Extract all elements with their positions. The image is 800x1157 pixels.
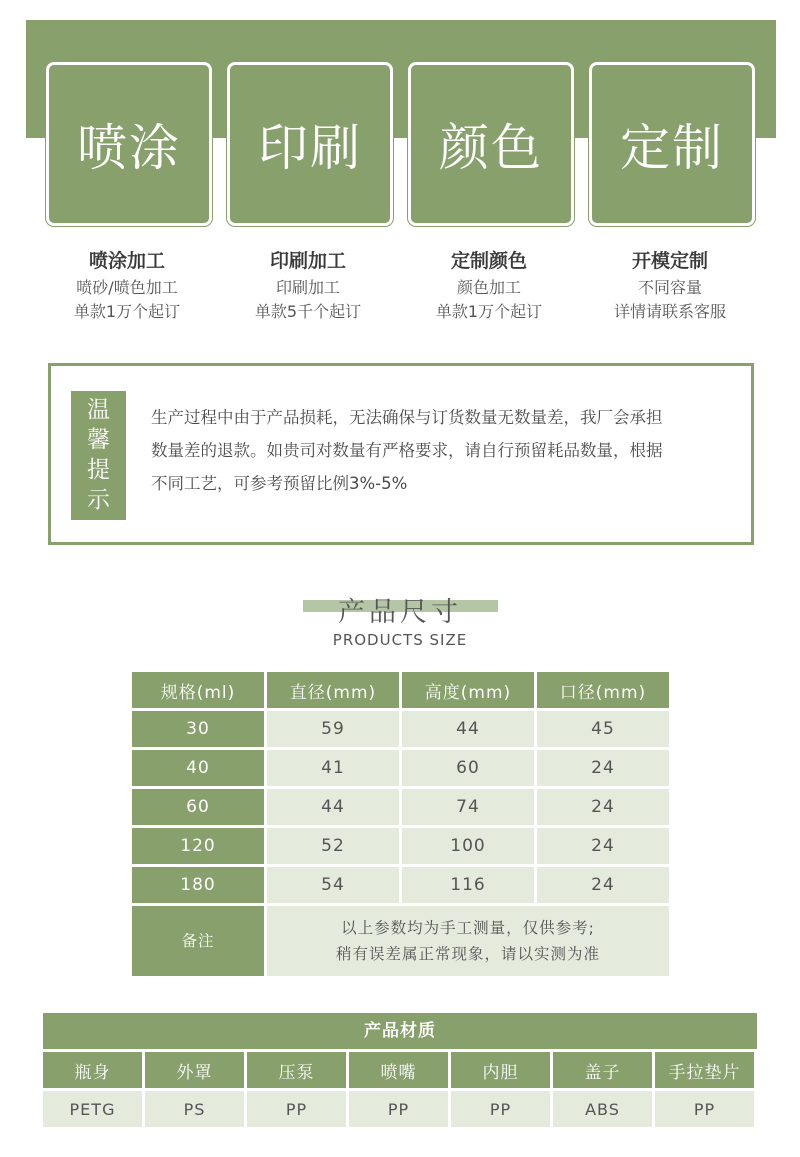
table-row bbox=[132, 828, 669, 864]
table-header-row bbox=[43, 1052, 754, 1088]
table-cell: 180 bbox=[132, 867, 264, 903]
table-cell: 44 bbox=[402, 711, 534, 747]
table-header: 压泵 bbox=[247, 1052, 346, 1088]
notice-tag-char: 提 bbox=[87, 457, 110, 483]
service-line: 喷砂/喷色加工 bbox=[76, 278, 178, 297]
section-title: 产品尺寸 bbox=[338, 597, 462, 628]
card-label: 印刷 bbox=[258, 119, 362, 177]
service-line: 单款1万个起订 bbox=[435, 302, 543, 321]
notice-tag-char: 馨 bbox=[87, 427, 110, 453]
table-cell: 59 bbox=[267, 711, 399, 747]
table-row bbox=[43, 1091, 754, 1127]
table-row bbox=[132, 789, 669, 825]
table-row bbox=[132, 867, 669, 903]
card-label: 定制 bbox=[620, 119, 724, 177]
table-cell: 24 bbox=[537, 867, 669, 903]
table-cell: PP bbox=[247, 1091, 346, 1127]
card-label: 颜色 bbox=[439, 119, 543, 177]
notice-line: 生产过程中由于产品损耗，无法确保与订货数量无数量差，我厂会承担 bbox=[151, 408, 663, 427]
table-cell: 44 bbox=[267, 789, 399, 825]
table-header: 手拉垫片 bbox=[655, 1052, 754, 1088]
materials-title: 产品材质 bbox=[43, 1013, 757, 1049]
table-cell: 41 bbox=[267, 750, 399, 786]
table-cell: 74 bbox=[402, 789, 534, 825]
service-line: 单款5千个起订 bbox=[254, 302, 362, 321]
table-row bbox=[132, 750, 669, 786]
note-label: 备注 bbox=[132, 906, 264, 976]
notice-line: 数量差的退款。如贵司对数量有严格要求，请自行预留耗品数量，根据 bbox=[151, 441, 663, 460]
service-list bbox=[36, 246, 766, 336]
table-cell: 24 bbox=[537, 828, 669, 864]
service-line: 颜色加工 bbox=[456, 278, 521, 297]
service-line: 详情请联系客服 bbox=[613, 302, 726, 321]
card-label: 喷涂 bbox=[77, 119, 181, 177]
table-cell: PETG bbox=[43, 1091, 142, 1127]
card-color bbox=[408, 62, 574, 226]
table-cell: PP bbox=[655, 1091, 754, 1127]
service-spray bbox=[36, 246, 218, 324]
table-header: 喷嘴 bbox=[349, 1052, 448, 1088]
table-cell: 45 bbox=[537, 711, 669, 747]
materials-table bbox=[40, 1049, 757, 1130]
table-cell: 24 bbox=[537, 789, 669, 825]
table-header: 外罩 bbox=[145, 1052, 244, 1088]
notice-text bbox=[151, 401, 741, 500]
table-cell: PP bbox=[451, 1091, 550, 1127]
service-line: 印刷加工 bbox=[275, 278, 340, 297]
table-cell: 24 bbox=[537, 750, 669, 786]
table-cell: 52 bbox=[267, 828, 399, 864]
table-cell: 116 bbox=[402, 867, 534, 903]
table-header: 瓶身 bbox=[43, 1052, 142, 1088]
table-cell: 30 bbox=[132, 711, 264, 747]
table-header: 内胆 bbox=[451, 1052, 550, 1088]
table-header: 高度(mm) bbox=[402, 672, 534, 708]
note-line: 稍有误差属正常现象，请以实测为准 bbox=[335, 945, 600, 963]
table-note-row bbox=[132, 906, 669, 976]
table-cell: 120 bbox=[132, 828, 264, 864]
service-print bbox=[217, 246, 399, 324]
service-line: 不同容量 bbox=[637, 278, 702, 297]
service-title: 开模定制 bbox=[631, 250, 708, 272]
notice-tag-char: 示 bbox=[87, 487, 110, 513]
card-custom bbox=[589, 62, 755, 226]
notice-tag bbox=[71, 391, 126, 520]
table-cell: 40 bbox=[132, 750, 264, 786]
table-header: 口径(mm) bbox=[537, 672, 669, 708]
table-cell: ABS bbox=[553, 1091, 652, 1127]
service-title: 印刷加工 bbox=[269, 250, 346, 272]
notice-box bbox=[48, 363, 754, 545]
service-line: 单款1万个起订 bbox=[73, 302, 181, 321]
notice-tag-char: 温 bbox=[87, 397, 110, 423]
service-custom bbox=[579, 246, 761, 324]
table-header: 直径(mm) bbox=[267, 672, 399, 708]
section-subtitle: PRODUCTS SIZE bbox=[332, 631, 468, 649]
note-line: 以上参数均为手工测量，仅供参考; bbox=[341, 919, 595, 937]
table-cell: PP bbox=[349, 1091, 448, 1127]
table-cell: 100 bbox=[402, 828, 534, 864]
size-table bbox=[129, 669, 672, 979]
table-header: 规格(ml) bbox=[132, 672, 264, 708]
note-text bbox=[267, 906, 669, 976]
table-cell: 60 bbox=[132, 789, 264, 825]
table-header: 盖子 bbox=[553, 1052, 652, 1088]
service-color bbox=[398, 246, 580, 324]
table-cell: 54 bbox=[267, 867, 399, 903]
notice-line: 不同工艺，可参考预留比例3%-5% bbox=[151, 474, 408, 493]
service-title: 喷涂加工 bbox=[88, 250, 165, 272]
table-row bbox=[132, 711, 669, 747]
service-title: 定制颜色 bbox=[450, 250, 527, 272]
table-cell: PS bbox=[145, 1091, 244, 1127]
card-spray bbox=[46, 62, 212, 226]
feature-cards bbox=[46, 62, 756, 226]
table-header-row bbox=[132, 672, 669, 708]
table-cell: 60 bbox=[402, 750, 534, 786]
card-print bbox=[227, 62, 393, 226]
